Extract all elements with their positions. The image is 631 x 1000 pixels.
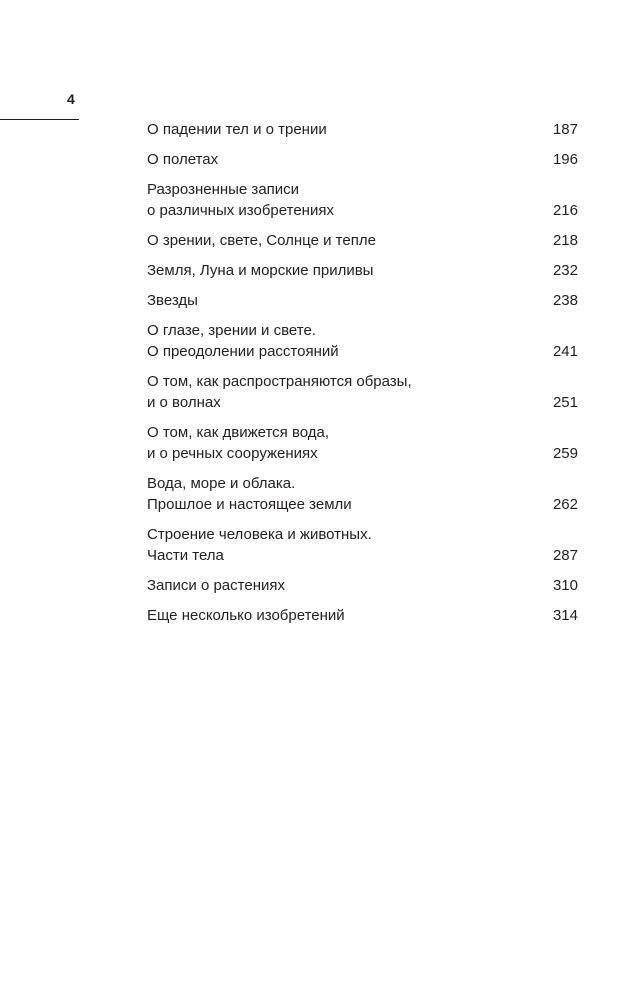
toc-entry-title: Записи о растениях [147, 577, 285, 594]
toc-entry-page: 218 [552, 232, 578, 249]
toc-entry-title: Земля, Луна и морские приливы [147, 262, 374, 279]
toc-entry-title: О зрении, свете, Солнце и тепле [147, 232, 376, 249]
toc-entry-title: О глазе, зрении и свете. О преодолении расстояний [147, 322, 339, 360]
toc-entry-page: 232 [552, 262, 578, 279]
page-number: 4 [67, 91, 75, 107]
toc-entry [147, 149, 578, 170]
toc-entry-page: 310 [552, 577, 578, 594]
toc-entry-page: 216 [552, 202, 578, 219]
toc-entry-title: Звезды [147, 292, 198, 309]
toc-entry [147, 260, 578, 281]
toc-entry-title: О падении тел и о трении [147, 121, 327, 138]
toc-entry [147, 473, 578, 515]
toc-entry-page: 196 [552, 151, 578, 168]
toc-entry-page: 314 [552, 607, 578, 624]
toc-entry [147, 575, 578, 596]
toc-entry-page: 238 [552, 292, 578, 309]
toc-entry-title: Вода, море и облака. Прошлое и настоящее земли [147, 475, 352, 513]
toc-entry-page: 241 [552, 343, 578, 360]
toc-entry [147, 290, 578, 311]
toc-entry-page: 259 [552, 445, 578, 462]
toc-entry [147, 320, 578, 362]
toc-entry [147, 422, 578, 464]
toc-entry-page: 262 [552, 496, 578, 513]
toc-entry [147, 179, 578, 221]
toc-entry-title: Строение человека и животных. Части тела [147, 526, 372, 564]
toc-entry [147, 371, 578, 413]
toc-entry-title: О том, как движется вода, и о речных сооружениях [147, 424, 330, 462]
toc-entry [147, 230, 578, 251]
toc-entry-page: 287 [552, 547, 578, 564]
table-of-contents [147, 119, 578, 635]
toc-entry-title: Еще несколько изобретений [147, 607, 345, 624]
toc-entry-page: 187 [552, 121, 578, 138]
toc-entry [147, 524, 578, 566]
toc-entry-page: 251 [552, 394, 578, 411]
toc-entry [147, 605, 578, 626]
header-rule [0, 119, 79, 120]
toc-entry [147, 119, 578, 140]
toc-entry-title: О том, как распространяются образы, и о волнах [147, 373, 412, 411]
toc-entry-title: Разрозненные записи о различных изобретениях [147, 181, 334, 219]
toc-entry-title: О полетах [147, 151, 219, 168]
